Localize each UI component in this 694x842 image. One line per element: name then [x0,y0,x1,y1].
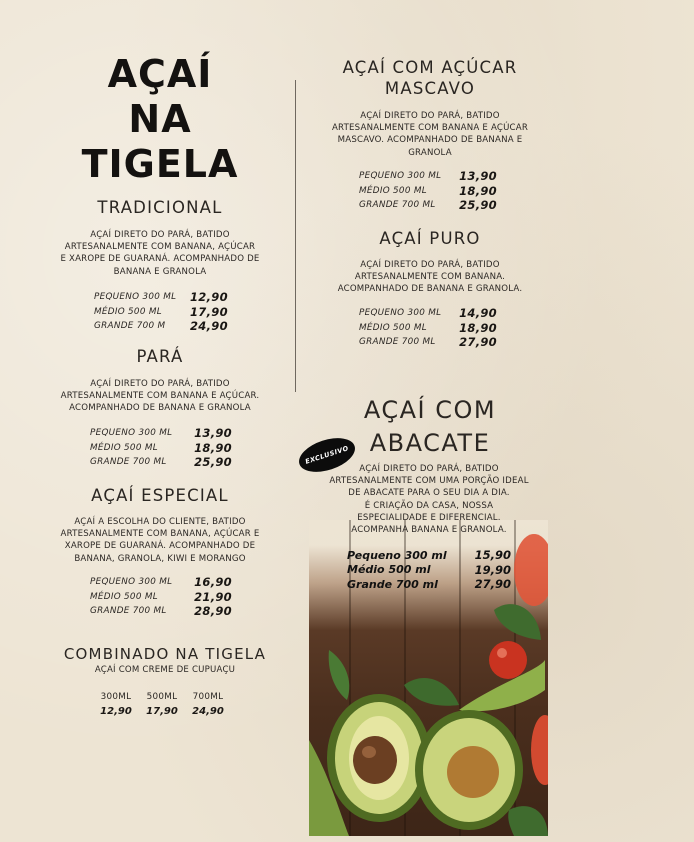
price-value: 27,90 [474,577,511,592]
section-title-mascavo [310,57,550,99]
page-title [60,52,260,187]
price-value: 12,90 [190,290,228,305]
description-especial [40,516,280,565]
desc-line: AÇAÍ DIRETO DO PARÁ, BATIDO [90,379,230,389]
tomato-highlight [497,648,507,658]
description-tradicional [40,229,280,278]
size-label: 300ML [100,692,132,702]
price-row [359,198,497,213]
section-title-especial: AÇAÍ ESPECIAL [91,486,229,505]
desc-line: ACOMPANHADO DE BANANA E GRANOLA [69,403,251,414]
price-row [90,604,232,619]
size-label: MÉDIO 500 ML [90,442,158,453]
avocado-pit [353,736,397,784]
desc-line: ARTESANALMENTE COM BANANA, AÇÚCAR E [60,529,260,540]
desc-line: MASCAVO. ACOMPANHADO DE BANANA E [337,135,523,146]
leaf [404,678,459,706]
price-row [359,306,497,321]
price-value: 27,90 [459,335,497,350]
cherry-tomato [489,641,527,679]
desc-line: BANANA, GRANOLA, KIWI E MORANGO [74,553,246,564]
desc-line: GRANOLA [408,147,452,158]
price-row [94,290,228,305]
size-label: 500ML [146,692,178,702]
tomato-slice [514,534,548,606]
price-value: 21,90 [194,589,232,604]
desc-line: BANANA E GRANOLA [113,266,207,277]
desc-line: ARTESANALMENTE COM UMA PORÇÃO IDEAL [329,476,529,487]
column-divider [295,80,296,392]
size-label: MÉDIO 500 ML [359,185,427,196]
title-line: TIGELA [81,142,239,186]
price-table-especial [90,575,232,619]
size-label: 700ML [192,692,224,702]
badge-label: EXCLUSIVO [304,444,350,466]
desc-line: ACOMPANHA BANANA E GRANOLA. [351,525,507,536]
price-row [90,455,232,470]
tomato-slice [531,715,548,785]
price-row [359,184,497,199]
price-value: 19,90 [474,562,511,577]
price-row [347,577,511,592]
desc-line: É CRIAÇÃO DA CASA, NOSSA [364,500,494,511]
price-value: 18,90 [459,320,497,335]
price-row [90,426,232,441]
desc-line: ARTESANALMENTE COM BANANA. [354,272,506,283]
price-value: 24,90 [190,319,228,334]
section-title-tradicional: TRADICIONAL [97,198,223,217]
size-label: MÉDIO 500 ML [90,591,158,602]
price-value: 16,90 [194,575,232,590]
leaf [329,650,350,700]
title-line: AÇAÍ [107,52,213,96]
size-label: PEQUENO 300 ML [94,292,177,303]
price-row [359,321,497,336]
size-label: MÉDIO 500 ML [359,322,427,333]
price-table-puro [359,306,497,350]
desc-line: AÇAÍ DIRETO DO PARÁ, BATIDO [360,260,500,270]
price-value: 18,90 [459,183,497,198]
size-label: PEQUENO 300 ML [359,308,442,319]
size-label: Grande 700 ml [347,577,438,591]
size-label: PEQUENO 300 ML [359,171,442,182]
title-line: ABACATE [369,429,491,457]
title-line: MASCAVO [384,79,476,98]
desc-line: AÇAÍ DIRETO DO PARÁ, BATIDO [360,111,500,121]
size-label: MÉDIO 500 ML [94,306,162,317]
size-label: Pequeno 300 ml [347,548,447,562]
price-value: 13,90 [459,169,497,184]
desc-line: AÇAÍ A ESCOLHA DO CLIENTE, BATIDO [74,517,246,527]
leaf [508,806,548,836]
price-value: 25,90 [194,455,232,470]
title-line: AÇAÍ COM AÇÚCAR [342,58,518,77]
size-label: PEQUENO 300 ML [90,428,173,439]
price-value: 18,90 [194,440,232,455]
size-label: GRANDE 700 M [94,321,166,332]
section-title-puro: AÇAÍ PURO [379,229,481,248]
pit-hollow [447,746,499,798]
title-line: AÇAÍ COM [363,396,497,424]
size-row [93,690,231,704]
price-table-mascavo [359,169,497,213]
desc-line: XAROPE DE GUARANÁ. ACOMPANHADO DE [64,541,256,552]
section-title-combinado: COMBINADO NA TIGELA [63,645,267,663]
price-row [347,563,511,578]
desc-line: ARTESANALMENTE COM BANANA E AÇÚCAR [331,123,529,134]
description-abacate [310,463,548,536]
price-value: 17,90 [146,705,178,717]
description-mascavo [310,110,550,159]
price-row [90,575,232,590]
price-value: 12,90 [100,705,132,717]
price-row [90,590,232,605]
section-title-para: PARÁ [136,347,184,366]
price-value: 24,90 [192,705,224,717]
price-table-tradicional [94,290,228,334]
price-table-para [90,426,232,470]
desc-line: ARTESANALMENTE COM BANANA E AÇÚCAR. [60,391,260,402]
price-value: 17,90 [190,304,228,319]
size-label: Médio 500 ml [347,563,431,577]
size-label: GRANDE 700 ML [359,337,436,348]
price-table-combinado [93,690,231,718]
desc-line: DE ABACATE PARA O SEU DIA A DIA. [348,488,510,499]
price-row [359,169,497,184]
title-line: NA [128,97,192,141]
price-value: 15,90 [474,548,511,563]
desc-line: ESPECIALIDADE E DIFERENCIAL. [357,512,501,523]
desc-line: E XAROPE DE GUARANÁ. ACOMPANHADO DE [60,254,260,265]
price-table-abacate [347,548,511,592]
price-row [90,441,232,456]
subtitle-combinado: AÇAÍ COM CREME DE CUPUAÇU [94,665,236,675]
size-label: GRANDE 700 ML [359,200,436,211]
price-row [94,319,228,334]
size-label: GRANDE 700 ML [90,457,167,468]
price-value: 28,90 [194,604,232,619]
size-label: PEQUENO 300 ML [90,577,173,588]
leaf [494,604,541,640]
price-value: 14,90 [459,306,497,321]
price-value: 25,90 [459,198,497,213]
price-row [93,704,231,718]
description-puro [310,259,550,296]
price-row [359,335,497,350]
price-value: 13,90 [194,426,232,441]
pit-highlight [362,746,376,758]
price-row [347,548,511,563]
desc-line: ARTESANALMENTE COM BANANA, AÇÚCAR [64,242,256,253]
desc-line: ACOMPANHADO DE BANANA E GRANOLA. [337,284,523,295]
description-para [40,378,280,415]
desc-line: AÇAÍ DIRETO DO PARÁ, BATIDO [359,464,499,474]
size-label: GRANDE 700 ML [90,606,167,617]
desc-line: AÇAÍ DIRETO DO PARÁ, BATIDO [90,230,230,240]
price-row [94,305,228,320]
